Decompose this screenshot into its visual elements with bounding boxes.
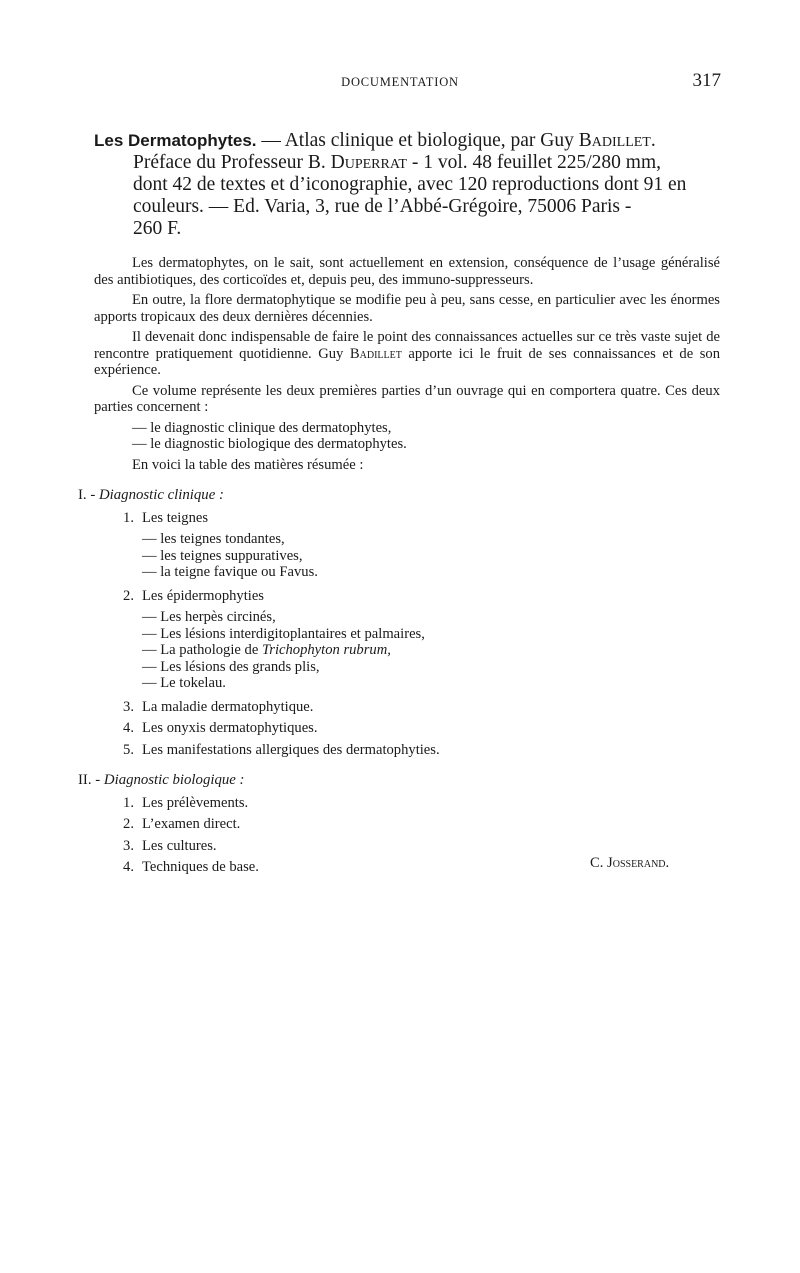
dash-item-2: — le diagnostic biologique des dermatophytes. xyxy=(132,436,407,452)
author-name: Badillet. xyxy=(578,130,656,151)
paragraph-5: En voici la table des matières résumée : xyxy=(132,456,364,473)
toc-item-number: 4. xyxy=(123,720,134,736)
heading-line1-text: Atlas clinique et biologique, par Guy xyxy=(284,130,574,151)
heading-line-3: dont 42 de textes et d’iconographie, avec 120 reproductions dont 91 en xyxy=(133,174,687,195)
toc-item-number: 5. xyxy=(123,741,134,758)
toc-item-label: L’examen direct. xyxy=(142,816,241,832)
paragraph-1: Les dermatophytes, on le sait, sont actuellement en extension, conséquence de l’usage généralisé des antibiotiques, des corticoïdes et, depuis peu, des immuno-suppresseurs. xyxy=(94,255,720,288)
toc-item-label: La maladie dermatophytique. xyxy=(142,698,314,715)
toc-item xyxy=(78,588,720,605)
heading-dash: — xyxy=(261,130,281,151)
toc-item-number: 3. xyxy=(123,837,134,854)
toc-section-clinical xyxy=(78,487,720,758)
toc-sub-item: — Le tokelau. xyxy=(142,675,226,691)
toc-section-title: Diagnostic biologique : xyxy=(103,772,245,788)
toc-item-label: Les onyxis dermatophytiques. xyxy=(142,720,318,736)
toc-item-number: 2. xyxy=(123,587,134,604)
review-body xyxy=(78,255,720,881)
toc-sub-item: — la teigne favique ou Favus. xyxy=(142,564,318,580)
species-name: Trichophyton rubrum, xyxy=(261,642,391,658)
page-number: 317 xyxy=(692,70,721,91)
paragraph-3-author: Badillet xyxy=(349,345,402,362)
toc-sub-list xyxy=(78,531,720,581)
toc-item xyxy=(78,816,720,833)
heading-line-1 xyxy=(94,130,722,152)
toc-item-number: 4. xyxy=(123,859,134,875)
toc-sub-item xyxy=(78,642,720,659)
review-title: Les Dermatophytes. xyxy=(94,131,257,150)
heading-line-2 xyxy=(94,152,722,174)
toc-item xyxy=(78,699,720,716)
reviewer-initial: C. xyxy=(590,855,604,871)
toc-item xyxy=(78,720,720,737)
running-title: DOCUMENTATION xyxy=(341,75,459,89)
paragraph-2: En outre, la flore dermatophytique se modifie peu à peu, sans cesse, en particulier avec les énormes apports tropicaux des deux dernières décennies. xyxy=(94,292,720,325)
toc-sub-item-text: — La pathologie de xyxy=(142,642,259,658)
toc-item xyxy=(78,742,720,759)
paragraph-3-text-a: Il devenait donc indispensable de faire le point des connaissances actuelles sur ce très vaste sujet de rencontre pratiquement quotidienne. Guy xyxy=(94,329,720,362)
toc-item-number: 1. xyxy=(123,509,134,526)
heading-line-4: couleurs. — Ed. Varia, 3, rue de l’Abbé-Grégoire, 75006 Paris - xyxy=(133,196,632,217)
paragraph-3-text-b: apporte ici le fruit de ses connaissances et de son expérience. xyxy=(94,345,720,378)
toc-sub-list xyxy=(78,609,720,692)
running-head xyxy=(0,72,800,96)
toc-sub-item: — les teignes suppuratives, xyxy=(142,547,303,564)
paragraph-3 xyxy=(94,329,720,379)
toc-item-number: 2. xyxy=(123,816,134,832)
toc-item-label: Techniques de base. xyxy=(142,859,259,875)
toc-item xyxy=(78,838,720,855)
toc-item xyxy=(78,795,720,812)
toc-section-title: Diagnostic clinique : xyxy=(98,487,224,503)
reviewer-signature xyxy=(590,855,669,872)
heading-line-5: 260 F. xyxy=(133,218,182,239)
toc-section-number: II. - xyxy=(78,772,101,788)
toc-item-label: Les cultures. xyxy=(142,837,217,854)
toc-item-label: Les manifestations allergiques des dermatophyties. xyxy=(142,741,440,758)
toc-item-number: 3. xyxy=(123,698,134,715)
volume-details: - 1 vol. 48 feuillet 225/280 mm, xyxy=(411,152,661,173)
review-heading xyxy=(94,130,722,240)
toc-sub-item: — les teignes tondantes, xyxy=(142,531,285,547)
toc-item xyxy=(78,510,720,527)
toc-sub-item: — Les herpès circinés, xyxy=(142,609,276,625)
toc-sub-item: — Les lésions des grands plis, xyxy=(142,658,320,675)
toc-section-heading xyxy=(78,487,720,504)
dash-item-1: — le diagnostic clinique des dermatophytes, xyxy=(132,419,392,436)
toc-sub-item: — Les lésions interdigitoplantaires et palmaires, xyxy=(142,625,425,642)
toc-item-label: Les teignes xyxy=(142,509,209,526)
paragraph-4: Ce volume représente les deux premières parties d’un ouvrage qui en comportera quatre. Ces deux parties concernent : xyxy=(94,382,720,415)
preface-text: Préface du Professeur B. xyxy=(133,152,326,173)
preface-author-name: Duperrat xyxy=(330,152,407,173)
toc-item-label: Les prélèvements. xyxy=(142,794,249,811)
toc-item-number: 1. xyxy=(123,794,134,811)
toc-section-heading xyxy=(78,772,720,789)
reviewer-name: Josserand. xyxy=(607,855,670,871)
toc-item-label: Les épidermophyties xyxy=(142,587,264,604)
toc-section-number: I. - xyxy=(78,487,96,503)
